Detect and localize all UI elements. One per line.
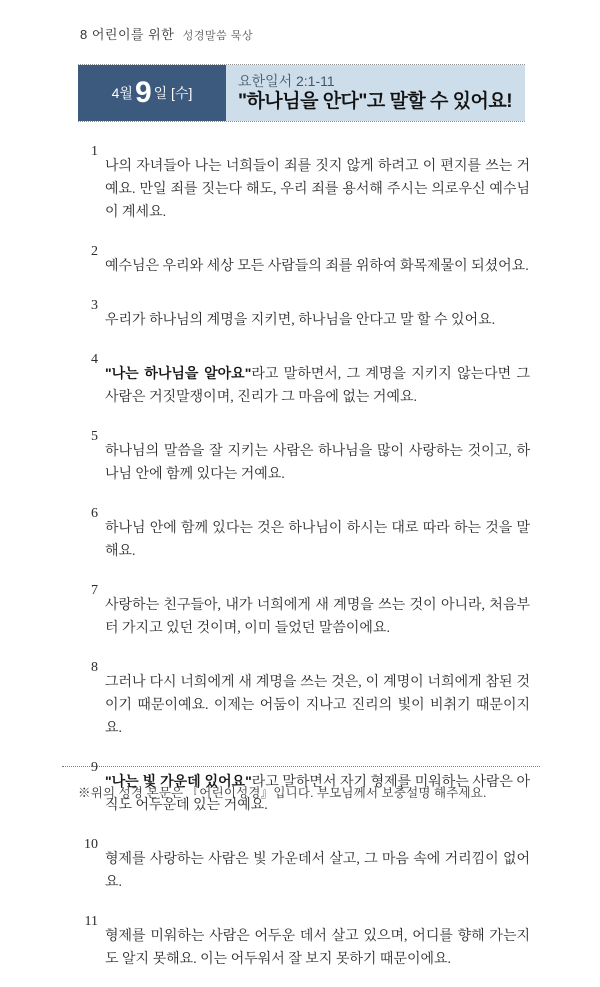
verse-bold-quote: "나는 하나님을 알아요" (105, 365, 252, 381)
verse-row (78, 833, 530, 908)
verse-text (105, 439, 530, 486)
verse-body: 예수님은 우리와 세상 모든 사람들의 죄를 위하여 화목제물이 되셨어요. (105, 259, 529, 274)
running-head (80, 24, 253, 44)
running-head-main: 8 어린이를 위한 (80, 27, 175, 42)
verse-number: 7 (91, 583, 98, 598)
verse-row (78, 348, 530, 423)
verse-row (78, 294, 530, 346)
verse-text (105, 924, 530, 971)
verse-number: 10 (84, 837, 98, 852)
verse-number: 3 (91, 298, 98, 313)
footer-note: ※위의 성경 본문은 『어린이성경』입니다. 부모님께서 보충설명 해주세요. (78, 786, 487, 800)
scripture-reference: 요한일서 2:1-11 (238, 73, 335, 89)
verse-text (105, 593, 530, 640)
verse-number: 8 (91, 660, 98, 675)
verse-row (78, 910, 530, 985)
devotion-banner (78, 64, 525, 122)
verse-body: 라고 말하면서 자기 형제를 미워하는 사람은 아직도 어두운데 있는 거예요. (105, 775, 530, 813)
verse-number: 4 (91, 352, 98, 367)
verse-body: 그러나 다시 너희에게 새 계명을 쓰는 것은, 이 계명이 너희에게 참된 것이기 때문이예요. 이제는 어둠이 지나고 진리의 빛이 비취기 때문이지요. (105, 675, 530, 736)
date-badge (78, 65, 226, 121)
verse-number: 2 (91, 244, 98, 259)
verse-row (78, 502, 530, 577)
verse-body: 형제를 사랑하는 사람은 빛 가운데서 살고, 그 마음 속에 거리낌이 없어요. (105, 852, 530, 890)
verse-body: 사랑하는 친구들아, 내가 너희에게 새 계명을 쓰는 것이 아니라, 처음부터 가지고 있던 것이며, 이미 들었던 말씀이에요. (105, 598, 530, 636)
verse-number: 9 (91, 760, 98, 775)
verse-row (78, 579, 530, 654)
verse-body: 나의 자녀들아 나는 너희들이 죄를 짓지 않게 하려고 이 편지를 쓰는 거예요. 만일 죄를 짓는다 해도, 우리 죄를 용서해 주시는 의로우신 예수님이 계세요. (105, 159, 530, 220)
verse-row (78, 140, 530, 238)
date-weekday: 일 [수] (153, 85, 193, 101)
verse-body: 하나님의 말씀을 잘 지키는 사람은 하나님을 많이 사랑하는 것이고, 하나님 안에 함께 있다는 거예요. (105, 444, 530, 482)
verse-body: 하나님 안에 함께 있다는 것은 하나님이 하시는 대로 따라 하는 것을 말해요. (105, 521, 530, 559)
date-month: 4월 (111, 85, 133, 101)
verse-text (105, 847, 530, 894)
verse-body: 우리가 하나님의 계명을 지키면, 하나님을 안다고 말 할 수 있어요. (105, 313, 496, 328)
verse-text (105, 362, 530, 409)
verse-body: 형제를 미워하는 사람은 어두운 데서 살고 있으며, 어디를 향해 가는지도 알지 못해요. 이는 어두워서 잘 보지 못하기 때문이에요. (105, 929, 530, 967)
running-head-sub: 성경말씀 묵상 (182, 30, 254, 42)
scripture-header (226, 65, 525, 121)
verse-number: 5 (91, 429, 98, 444)
verse-text (105, 254, 530, 278)
verse-bold-quote: "나는 빛 가운데 있어요" (105, 773, 252, 789)
verse-text (105, 154, 530, 224)
devotion-title: "하나님을 안다"고 말할 수 있어요! (238, 91, 513, 112)
footer (62, 766, 540, 801)
date-day: 9 (134, 76, 152, 109)
verse-row (78, 240, 530, 292)
verse-body: 라고 말하면서, 그 계명을 지키지 않는다면 그 사람은 거짓말쟁이며, 진리가 그 마음에 없는 거예요. (105, 367, 530, 405)
verse-row (78, 425, 530, 500)
verse-number: 1 (91, 144, 98, 159)
verse-text (105, 670, 530, 740)
verse-number: 11 (84, 914, 98, 929)
verse-text (105, 516, 530, 563)
verse-row (78, 656, 530, 754)
verse-text (105, 308, 530, 332)
verse-number: 6 (91, 506, 98, 521)
verse-list (78, 140, 530, 987)
